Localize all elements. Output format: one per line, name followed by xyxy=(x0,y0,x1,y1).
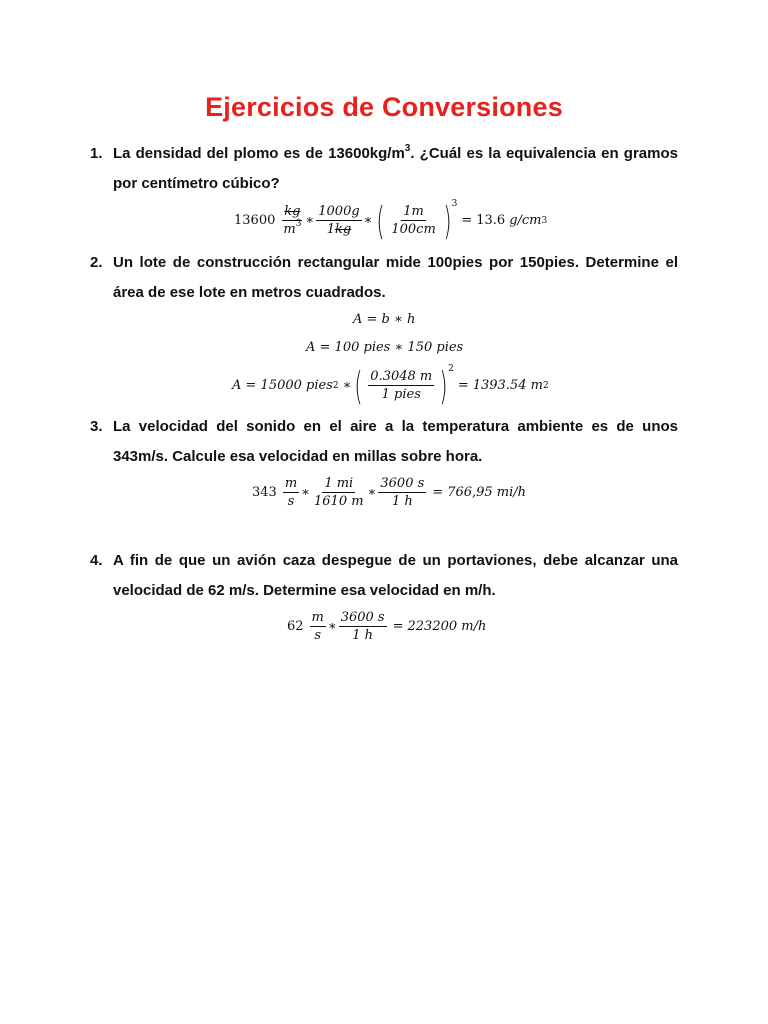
equation-q4: 62 $\frac{m}{s}$ ∗ $\frac{3600 s}{1 h}$ = 223200 m/h xyxy=(287,610,487,643)
equation-q3: 343 $\frac{m}{s}$ ∗ $\frac{1 mi}{1610 m}$ ∗ $\frac{3600 s}{1 h}$ = 766,95 mi/h xyxy=(252,476,527,509)
question-text: A fin de que un avión caza despegue de un portaviones, debe alcanzar una velocidad de 62 m/s. Determine esa velocidad en m/h. xyxy=(113,552,678,599)
question-text: Un lote de construcción rectangular mide 100pies por 150pies. Determine el área de ese lote en metros cuadrados. xyxy=(113,254,678,301)
question-2 xyxy=(90,248,678,308)
equation-q2-line1: A = b ∗ h xyxy=(353,312,416,327)
equation-q1: 13600 $\frac{kg}{m^3}$ ∗ $\frac{1000g}{1kg}$ ∗ ( $\frac{1m}{100cm}$ ) 3 = 13.6 g/cm 3 xyxy=(234,198,548,243)
question-3 xyxy=(90,412,678,472)
equation-q2-line3: A = 15000 pies 2 ∗ ( $\frac{0.3048 m}{\text{1 pies}}$ ) 2 = 1393.54 m 2 xyxy=(232,363,549,408)
question-number: 3. xyxy=(90,418,103,435)
question-4 xyxy=(90,546,678,606)
question-number: 2. xyxy=(90,254,103,271)
question-text: La velocidad del sonido en el aire a la temperatura ambiente es de unos 343m/s. Calcule esa velocidad en millas sobre hora. xyxy=(113,418,678,465)
question-number: 1. xyxy=(90,145,103,162)
equation-q2-line2: A = 100 pies ∗ 150 pies xyxy=(306,340,464,355)
question-text: La densidad del plomo es de $13600kg/m^3$. ¿Cuál es la equivalencia en gramos por centímetro cúbico? xyxy=(113,143,678,192)
question-1 xyxy=(90,139,678,199)
question-number: 4. xyxy=(90,552,103,569)
page-title: Ejercicios de Conversiones xyxy=(205,92,563,122)
